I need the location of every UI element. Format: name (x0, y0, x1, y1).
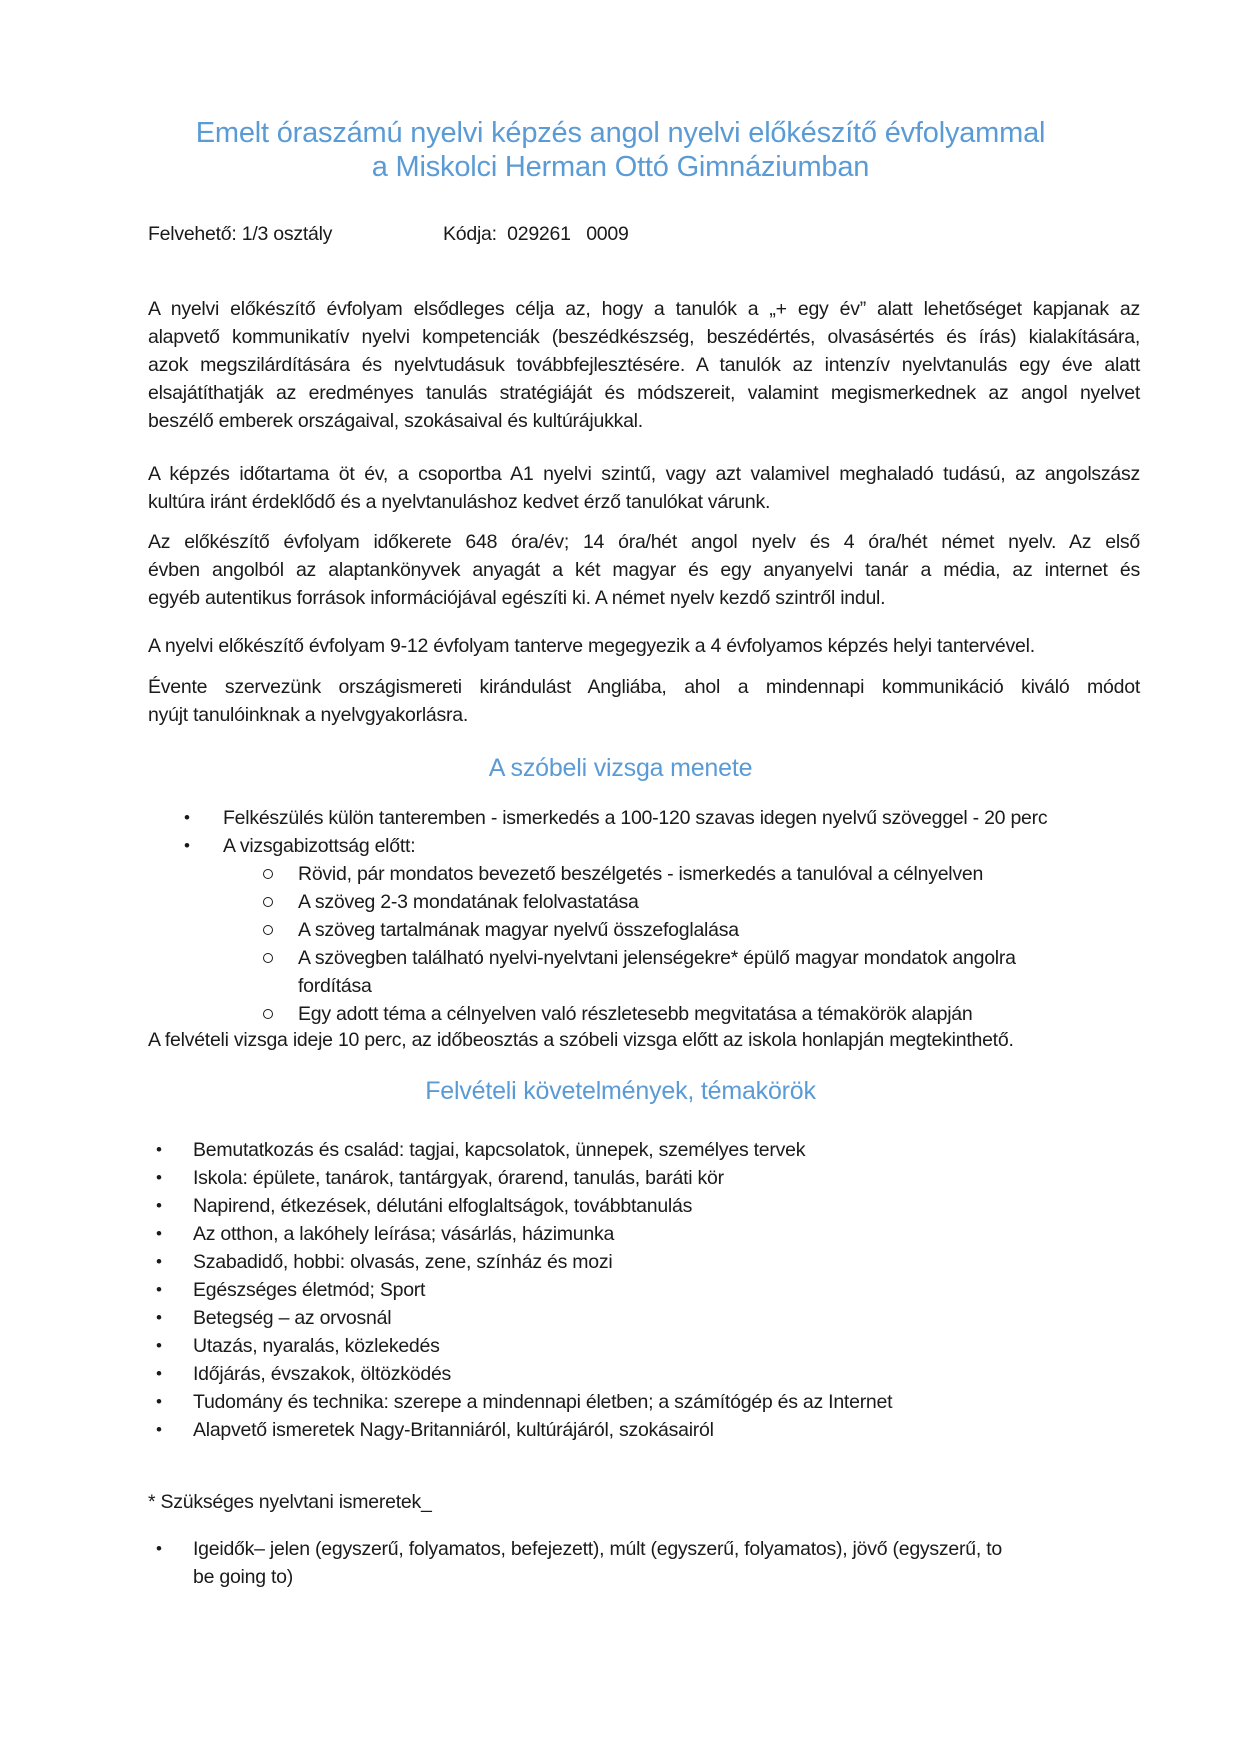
topic-text: Bemutatkozás és család: tagjai, kapcsolatok, ünnepek, személyes tervek (193, 1139, 806, 1161)
bullet-icon: • (156, 1308, 162, 1327)
document-title-line-1: Emelt óraszámú nyelvi képzés angol nyelvi előkészítő évfolyammal (195, 117, 1046, 149)
paragraph-line: A nyelvi előkészítő évfolyam elsődleges célja az, hogy a tanulók a „+ egy év” alatt lehetőséget kapjanak az (148, 298, 1140, 320)
paragraph-line: azok megszilárdítására és nyelvtudásuk továbbfejlesztésére. A tanulók az intenzív nyelvtanulás egy éve alatt (148, 354, 1140, 376)
capacity-label: Felvehető: 1/3 osztály (148, 223, 333, 245)
code-label: Kódja: 029261 0009 (443, 223, 629, 245)
paragraph-line: kultúra iránt érdeklődő és a nyelvtanuláshoz kedvet érző tanulókat várunk. (148, 491, 771, 513)
sub-list-item-text: A szövegben található nyelvi-nyelvtani jelenségekre* épülő magyar mondatok angolra (298, 947, 1016, 969)
bullet-icon: • (156, 1392, 162, 1411)
list-item-text: Felkészülés külön tanteremben - ismerkedés a 100-120 szavas idegen nyelvű szöveggel - 20 perc (223, 807, 1048, 829)
paragraph-line: egyéb autentikus források információjával egészíti ki. A német nyelv kezdő szintről indul. (148, 587, 886, 609)
circle-bullet-icon (263, 953, 273, 963)
circle-bullet-icon (263, 925, 273, 935)
paragraph-line: nyújt tanulóinknak a nyelvgyakorlásra. (148, 704, 469, 726)
bullet-icon: • (156, 1168, 162, 1187)
circle-bullet-icon (263, 1009, 273, 1019)
bullet-icon: • (156, 1420, 162, 1439)
bullet-icon: • (156, 1196, 162, 1215)
topic-text: Az otthon, a lakóhely leírása; vásárlás, házimunka (193, 1223, 615, 1245)
sub-list-item-text: Rövid, pár mondatos bevezető beszélgetés - ismerkedés a tanulóval a célnyelven (298, 863, 984, 885)
paragraph-line: beszélő emberek országaival, szokásaival és kultúrájukkal. (148, 410, 643, 432)
sub-list-item-text: A szöveg tartalmának magyar nyelvű összefoglalása (298, 919, 739, 941)
grammar-item-text-continuation: be going to) (193, 1566, 293, 1588)
paragraph-line: alapvető kommunikatív nyelvi kompetenciák (beszédkészség, beszédértés, olvasásértés és írás) kialakítására, (148, 326, 1140, 348)
topic-text: Napirend, étkezések, délutáni elfoglaltságok, továbbtanulás (193, 1195, 693, 1217)
topic-text: Időjárás, évszakok, öltözködés (193, 1363, 452, 1385)
curriculum-paragraph: A nyelvi előkészítő évfolyam 9-12 évfolyam tanterve megegyezik a 4 évfolyamos képzés helyi tantervével. (148, 635, 1035, 657)
paragraph-line: A képzés időtartama öt év, a csoportba A1 nyelvi szintű, vagy azt valamivel meghaladó tudású, az angolszász (148, 463, 1140, 485)
bullet-icon: • (156, 1252, 162, 1271)
bullet-icon: • (156, 1280, 162, 1299)
circle-bullet-icon (263, 897, 273, 907)
topic-text: Egészséges életmód; Sport (193, 1279, 426, 1301)
topic-text: Tudomány és technika: szerepe a mindennapi életben; a számítógép és az Internet (193, 1391, 893, 1413)
bullet-icon: • (156, 1336, 162, 1355)
requirements-heading: Felvételi követelmények, témakörök (425, 1077, 816, 1105)
bullet-icon: • (156, 1224, 162, 1243)
bullet-icon: • (184, 808, 190, 827)
list-item-text: A vizsgabizottság előtt: (223, 835, 416, 857)
topic-text: Iskola: épülete, tanárok, tantárgyak, órarend, tanulás, baráti kör (193, 1167, 724, 1189)
bullet-icon: • (156, 1364, 162, 1383)
topic-text: Szabadidő, hobbi: olvasás, zene, színház és mozi (193, 1251, 613, 1273)
document-title-line-2: a Miskolci Herman Ottó Gimnáziumban (371, 151, 870, 183)
bullet-icon: • (156, 1539, 162, 1558)
topic-text: Utazás, nyaralás, közlekedés (193, 1335, 440, 1357)
paragraph-line: elsajátíthatják az eredményes tanulás stratégiáját és módszereit, valamint megismerkednek az angol nyelvet (148, 382, 1140, 404)
bullet-icon: • (156, 1140, 162, 1159)
paragraph-line: évben angolból az alaptankönyvek anyagát a két magyar és egy anyanyelvi tanár a média, az internet és (148, 559, 1140, 581)
bullet-icon: • (184, 836, 190, 855)
paragraph-line: Az előkészítő évfolyam időkerete 648 óra/év; 14 óra/hét angol nyelv és 4 óra/hét német nyelv. Az első (148, 531, 1140, 553)
circle-bullet-icon (263, 869, 273, 879)
topic-text: Alapvető ismeretek Nagy-Britanniáról, kultúrájáról, szokásairól (193, 1419, 714, 1441)
sub-list-item-text: Egy adott téma a célnyelven való részletesebb megvitatása a témakörök alapján (298, 1003, 973, 1025)
exam-duration-note: A felvételi vizsga ideje 10 perc, az időbeosztás a szóbeli vizsga előtt az iskola honlapján megtekinthető. (148, 1029, 1014, 1051)
oral-exam-heading: A szóbeli vizsga menete (488, 754, 753, 782)
grammar-item-text: Igeidők– jelen (egyszerű, folyamatos, befejezett), múlt (egyszerű, folyamatos), jövő (egyszerű, to (193, 1538, 1002, 1560)
sub-list-item-text-continuation: fordítása (298, 975, 372, 997)
grammar-note: * Szükséges nyelvtani ismeretek_ (148, 1491, 432, 1513)
sub-list-item-text: A szöveg 2-3 mondatának felolvastatása (298, 891, 639, 913)
paragraph-line: Évente szervezünk országismereti kirándulást Angliába, ahol a mindennapi kommunikáció kiváló módot (148, 676, 1140, 698)
topic-text: Betegség – az orvosnál (193, 1307, 392, 1329)
